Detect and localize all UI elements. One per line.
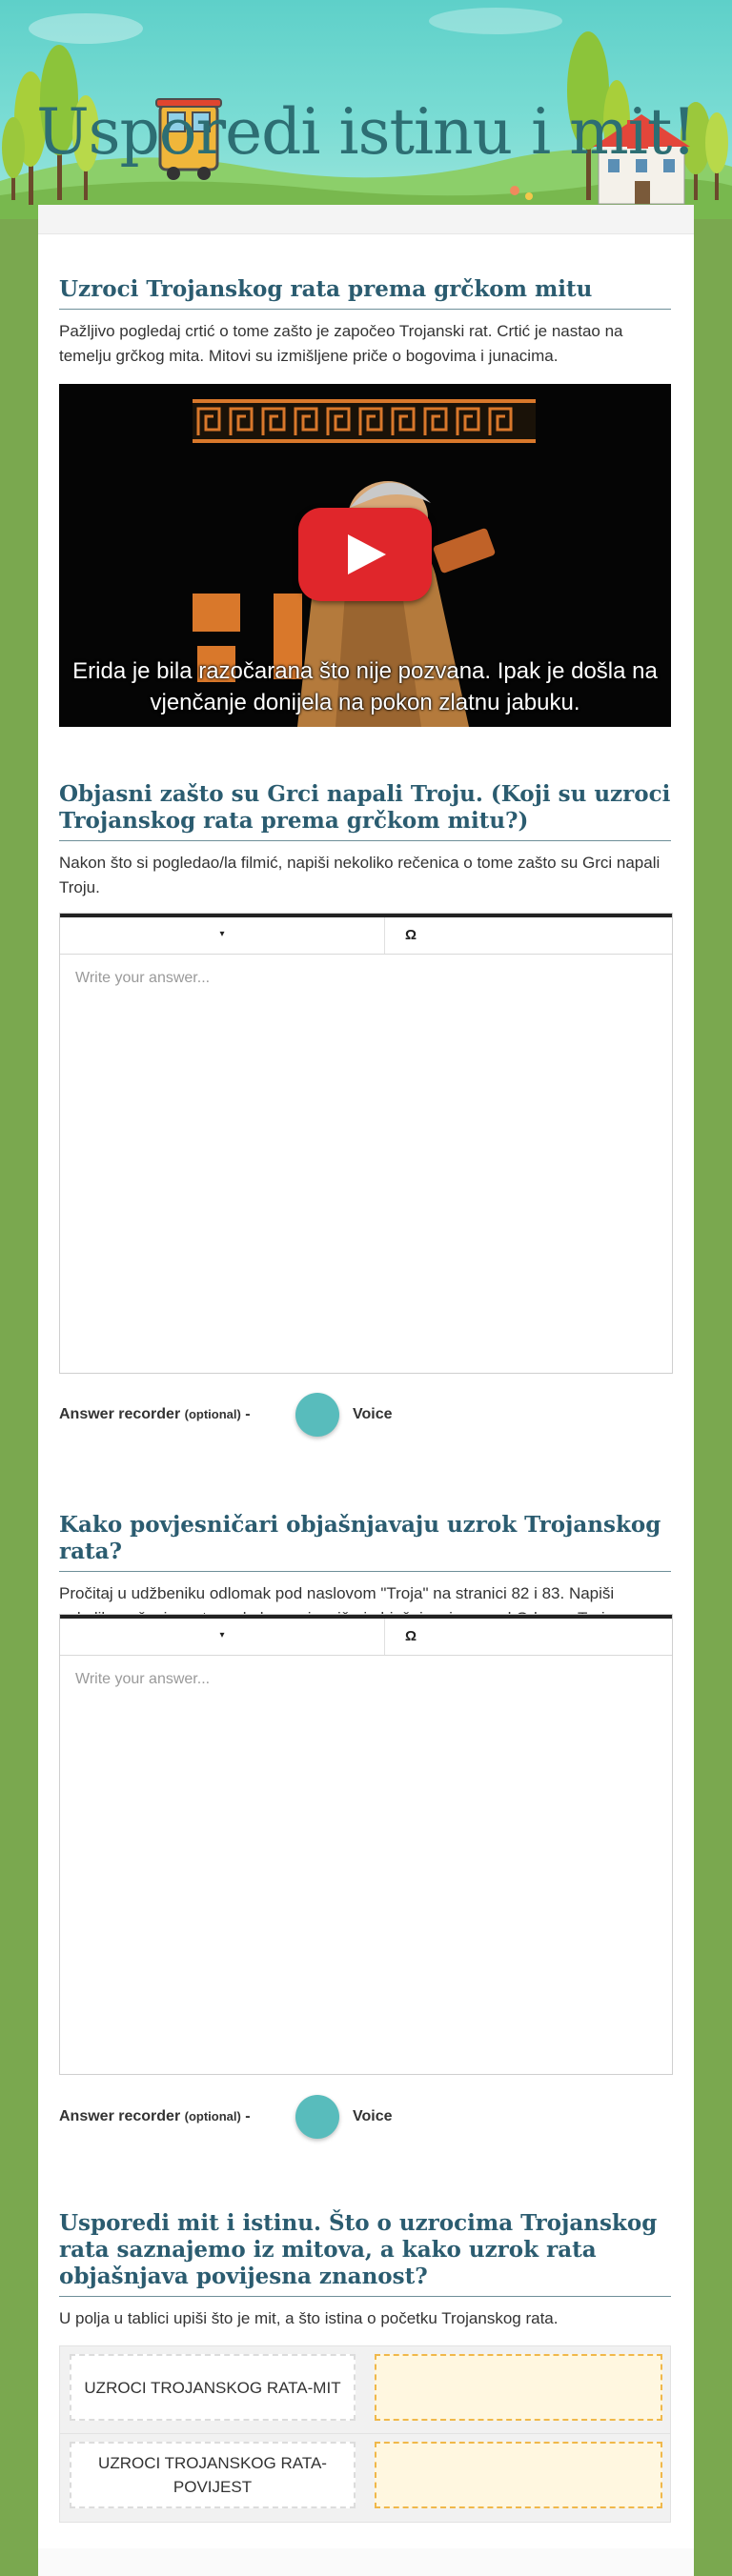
section-instructions: U polja u tablici upiši što je mit, a što istina o početku Trojanskog rata. xyxy=(59,2309,559,2327)
chevron-down-icon: ▾ xyxy=(219,929,225,939)
section-title: Objasni zašto su Grci napali Troju. (Koji su uzroci Trojanskog rata prema grčkom mitu?) xyxy=(59,781,671,841)
voice-label: Voice xyxy=(353,2108,393,2124)
video-player[interactable] xyxy=(59,384,671,727)
table-row xyxy=(60,2346,670,2432)
answer-recorder xyxy=(59,2095,440,2141)
section-title: Uzroci Trojanskog rata prema grčkom mitu xyxy=(59,276,671,310)
section-instructions: Pažljivo pogledaj crtić o tome zašto je započeo Trojanski rat. Crtić je nastao na temelju grčkog mita. Mitovi su izmišljene priče o bogovima i junacima. xyxy=(59,322,623,365)
recorder-label: Answer recorder (optional) - xyxy=(59,1406,251,1422)
subtitle-line: Erida je bila razočarana što nije pozvana. Ipak je došla na xyxy=(72,658,658,684)
row-label: UZROCI TROJANSKOG RATA-MIT xyxy=(70,2354,356,2421)
section-instructions: Nakon što si pogledao/la filmić, napiši nekoliko rečenica o tome zašto su Grci napali Troju. xyxy=(59,854,661,896)
header-banner xyxy=(0,0,732,219)
subtitle-line: vjenčanje donijela na pokon zlatnu jabuku. xyxy=(150,690,580,715)
special-characters-button[interactable]: Ω xyxy=(405,1628,417,1644)
answer-input[interactable] xyxy=(60,1656,672,2074)
youtube-play-icon[interactable] xyxy=(298,508,432,601)
answer-input[interactable] xyxy=(60,955,672,1373)
editor-toolbar xyxy=(60,1615,672,1656)
card-top-strip xyxy=(38,205,694,234)
table-row xyxy=(60,2434,670,2520)
section-instructions: Pročitaj u udžbeniku odlomak pod naslovom "Troja" na stranici 82 i 83. Napiši xyxy=(59,1584,615,1602)
section-title: Usporedi mit i istinu. Što o uzrocima Trojanskog rata saznajemo iz mitova, a kako uzrok rata objašnjava povijesna znanost? xyxy=(59,2210,671,2297)
answer-drop-zone[interactable] xyxy=(375,2442,662,2508)
page-title: Usporedi istinu i mit! xyxy=(36,95,696,169)
video-subtitle xyxy=(69,655,661,718)
card-bottom-strip xyxy=(38,2548,694,2576)
matching-table xyxy=(59,2345,671,2523)
section-title: Kako povjesničari objašnjavaju uzrok Trojanskog rata? xyxy=(59,1512,671,1572)
answer-editor xyxy=(59,1614,673,2075)
editor-toolbar xyxy=(60,914,672,955)
recorder-label: Answer recorder (optional) - xyxy=(59,2108,251,2124)
voice-label: Voice xyxy=(353,1406,393,1422)
greek-pattern-decoration xyxy=(193,399,536,443)
chevron-down-icon: ▾ xyxy=(219,1630,225,1640)
section-compare xyxy=(59,2210,671,2331)
record-voice-button[interactable] xyxy=(295,2095,339,2139)
answer-drop-zone[interactable] xyxy=(375,2354,662,2421)
assignment-card xyxy=(38,205,694,2576)
record-voice-button[interactable] xyxy=(295,1393,339,1437)
special-characters-button[interactable]: Ω xyxy=(405,927,417,943)
format-dropdown[interactable] xyxy=(60,1619,385,1655)
format-dropdown[interactable] xyxy=(60,917,385,954)
answer-editor xyxy=(59,913,673,1374)
section-video xyxy=(59,276,671,369)
answer-recorder xyxy=(59,1393,440,1439)
section-question-1 xyxy=(59,781,671,900)
row-label: UZROCI TROJANSKOG RATA-POVIJEST xyxy=(70,2442,356,2508)
